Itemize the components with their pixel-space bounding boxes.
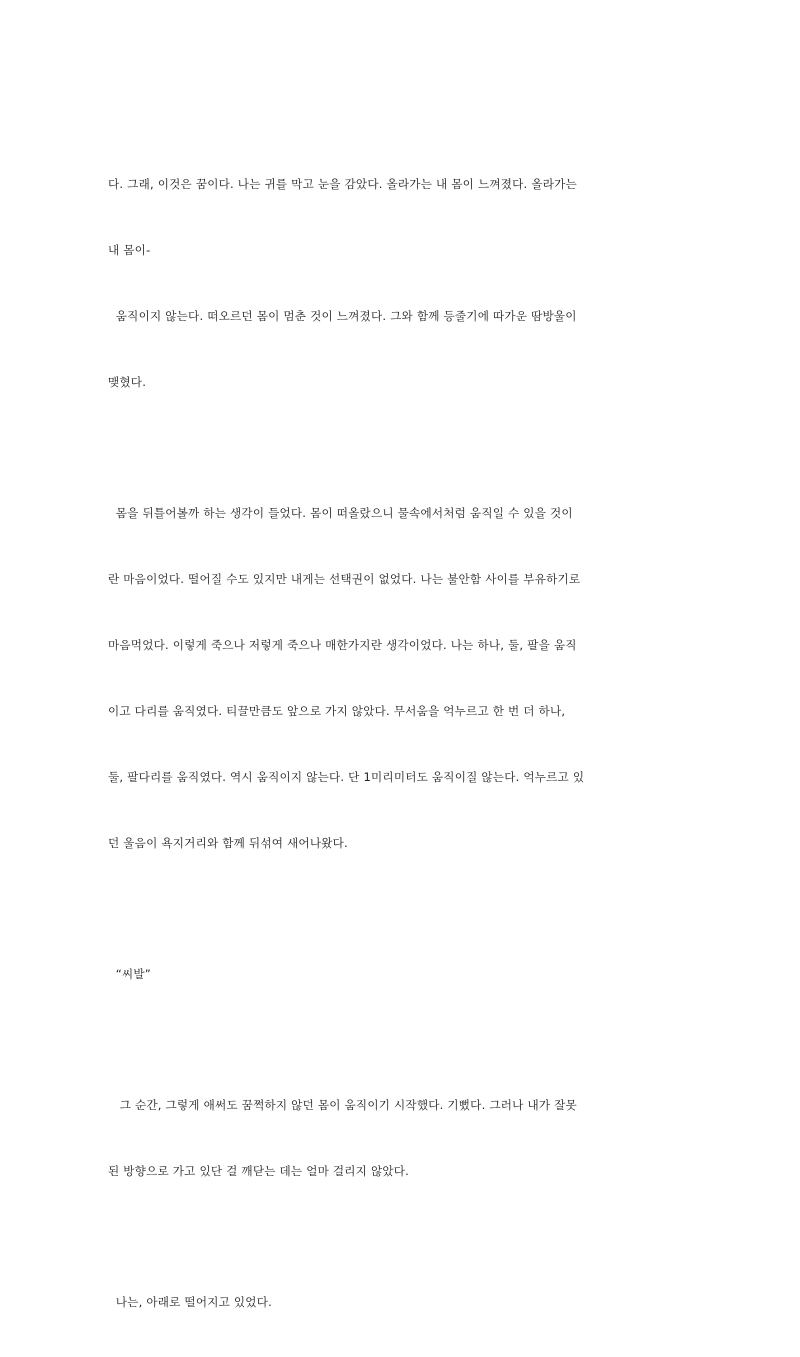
paragraph-gap: [108, 437, 692, 458]
dialogue-line: “씨발”: [108, 967, 151, 981]
text-line: 둘, 팔다리를 움직였다. 역시 움직이지 않는다. 단 1미리미터도 움직이질 않는다. 억누르고 있: [108, 770, 585, 784]
text-line: 란 마음이었다. 떨어질 수도 있지만 내게는 선택권이 없었다. 나는 불안함 사이를 부유하기로: [108, 572, 581, 586]
paragraph-2: [108, 458, 692, 898]
text-body: [108, 129, 692, 1357]
paragraph-gap: [108, 1226, 692, 1247]
text-line: 마음먹었다. 이렇게 죽으나 저렇게 죽으나 매한가지란 생각이었다. 나는 하나, 둘, 팔을 움직: [108, 638, 577, 652]
text-line: 나는, 아래로 떨어지고 있었다.: [108, 1295, 272, 1309]
text-line: 그 순간, 그렇게 애써도 꿈쩍하지 않던 몸이 움직이기 시작했다. 기뻤다. 그러나 내가 잘못: [108, 1098, 577, 1112]
paragraph-gap: [108, 898, 692, 919]
paragraph-1: [108, 129, 692, 437]
text-line: 맺혔다.: [108, 375, 147, 389]
paragraph-3-dialogue: [108, 919, 692, 1029]
paragraph-4: [108, 1050, 692, 1226]
text-line: 움직이지 않는다. 떠오르던 몸이 멈춘 것이 느껴졌다. 그와 함께 등줄기에 따가운 땀방울이: [108, 309, 577, 323]
text-line: 몸을 뒤틀어볼까 하는 생각이 들었다. 몸이 떠올랐으니 물속에서처럼 움직일 수 있을 것이: [108, 506, 573, 520]
paragraph-5: [108, 1247, 692, 1357]
paragraph-gap: [108, 1029, 692, 1050]
text-line: 다. 그래, 이것은 꿈이다. 나는 귀를 막고 눈을 감았다. 올라가는 내 몸이 느껴졌다. 올라가는: [108, 177, 577, 191]
text-line: 던 울음이 욕지거리와 함께 뒤섞여 새어나왔다.: [108, 836, 348, 850]
text-line: 이고 다리를 움직였다. 티끌만큼도 앞으로 가지 않았다. 무서움을 억누르고 한 번 더 하나,: [108, 704, 566, 718]
text-line: 내 몸이-: [108, 243, 151, 257]
text-line: 된 방향으로 가고 있단 걸 깨닫는 데는 얼마 걸리지 않았다.: [108, 1164, 410, 1178]
